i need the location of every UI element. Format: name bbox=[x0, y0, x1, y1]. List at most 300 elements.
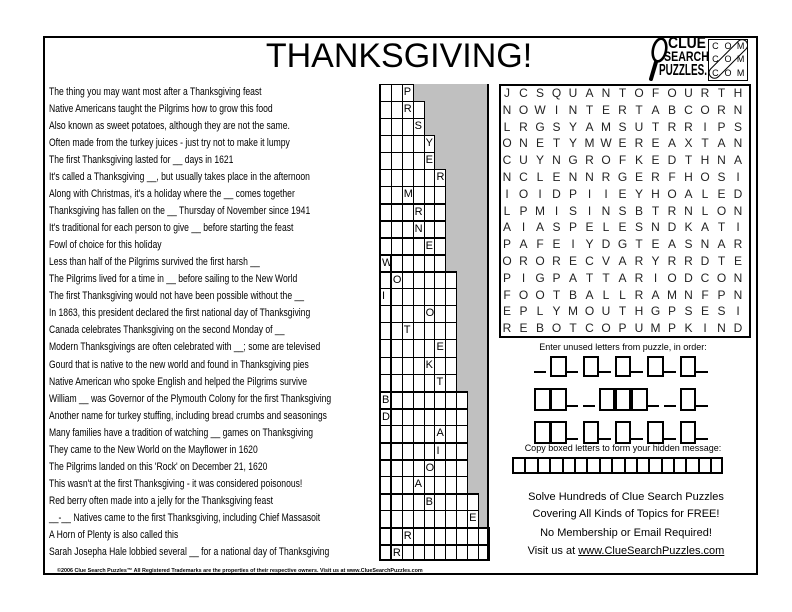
hidden-message-box[interactable] bbox=[599, 457, 611, 474]
word-search-letter[interactable]: Y bbox=[585, 237, 594, 252]
word-search-letter[interactable]: R bbox=[585, 153, 594, 168]
answer-cell[interactable] bbox=[435, 186, 446, 203]
word-search-letter[interactable]: N bbox=[717, 321, 726, 336]
answer-cell[interactable] bbox=[457, 493, 468, 510]
hidden-message-box[interactable] bbox=[574, 457, 586, 474]
word-search-letter[interactable]: T bbox=[651, 203, 660, 218]
answer-cell[interactable]: R bbox=[403, 101, 414, 118]
word-search-letter[interactable]: G bbox=[568, 153, 578, 168]
hidden-message-box[interactable] bbox=[661, 457, 673, 474]
word-search-letter[interactable]: E bbox=[618, 136, 627, 151]
answer-cell[interactable]: D bbox=[381, 408, 392, 425]
word-search-letter[interactable]: P bbox=[717, 119, 726, 134]
answer-cell[interactable] bbox=[446, 357, 457, 374]
word-search-letter[interactable]: E bbox=[717, 186, 726, 201]
word-search-letter[interactable]: R bbox=[601, 169, 611, 184]
word-search-letter[interactable]: O bbox=[716, 270, 727, 285]
answer-cell[interactable] bbox=[392, 322, 403, 339]
word-search-letter[interactable]: T bbox=[602, 270, 610, 285]
answer-cell[interactable] bbox=[457, 442, 468, 459]
answer-cell[interactable] bbox=[414, 339, 425, 356]
answer-cell[interactable] bbox=[392, 203, 403, 220]
word-search-letter[interactable]: G bbox=[535, 119, 545, 134]
word-search-letter[interactable]: N bbox=[601, 86, 611, 100]
answer-cell[interactable] bbox=[392, 374, 403, 391]
answer-cell[interactable] bbox=[392, 442, 403, 459]
answer-cell[interactable] bbox=[381, 493, 392, 510]
answer-cell[interactable]: N bbox=[414, 220, 425, 237]
word-search-letter[interactable]: I bbox=[653, 270, 658, 285]
word-search-letter[interactable]: O bbox=[584, 304, 595, 319]
word-search-letter[interactable]: T bbox=[701, 136, 709, 151]
answer-cell[interactable] bbox=[425, 476, 436, 493]
word-search-letter[interactable]: R bbox=[502, 321, 512, 336]
answer-cell[interactable] bbox=[403, 118, 414, 135]
word-search-letter[interactable]: N bbox=[651, 220, 660, 235]
answer-cell[interactable]: M bbox=[403, 186, 414, 203]
word-search-letter[interactable]: A bbox=[717, 237, 726, 252]
word-search-letter[interactable]: U bbox=[684, 86, 693, 100]
answer-cell[interactable] bbox=[414, 544, 425, 561]
word-search-letter[interactable]: D bbox=[552, 186, 561, 201]
answer-cell[interactable] bbox=[392, 459, 403, 476]
answer-cell[interactable] bbox=[435, 305, 446, 322]
word-search-letter[interactable]: B bbox=[667, 102, 676, 117]
answer-cell[interactable] bbox=[392, 254, 403, 271]
answer-cell[interactable] bbox=[435, 493, 446, 510]
answer-cell[interactable]: R bbox=[392, 544, 403, 561]
word-search-letter[interactable]: G bbox=[535, 270, 545, 285]
word-search-letter[interactable]: E bbox=[601, 102, 610, 117]
answer-cell[interactable] bbox=[446, 493, 457, 510]
word-search-letter[interactable]: A bbox=[700, 220, 709, 235]
answer-cell[interactable] bbox=[392, 527, 403, 544]
word-search-letter[interactable]: I bbox=[521, 270, 526, 285]
word-search-letter[interactable]: U bbox=[568, 86, 578, 100]
word-search-letter[interactable]: R bbox=[634, 287, 644, 302]
word-search-letter[interactable]: E bbox=[651, 153, 660, 168]
word-search-letter[interactable]: M bbox=[650, 321, 661, 336]
word-search-letter[interactable]: H bbox=[634, 304, 644, 319]
word-search-letter[interactable]: N bbox=[684, 203, 693, 218]
answer-cell[interactable] bbox=[403, 271, 414, 288]
answer-cell[interactable] bbox=[381, 527, 392, 544]
word-search-letter[interactable]: K bbox=[684, 220, 693, 235]
word-search-letter[interactable]: V bbox=[601, 253, 610, 268]
word-search-letter[interactable]: E bbox=[700, 304, 709, 319]
word-search-letter[interactable]: S bbox=[535, 86, 544, 100]
word-search-letter[interactable]: N bbox=[700, 237, 710, 252]
word-search-letter[interactable]: R bbox=[684, 253, 693, 268]
word-search-letter[interactable]: N bbox=[568, 169, 578, 184]
word-search-letter[interactable]: M bbox=[601, 119, 611, 134]
answer-cell[interactable] bbox=[425, 220, 436, 237]
hidden-message-box[interactable] bbox=[562, 457, 574, 474]
answer-cell[interactable] bbox=[414, 135, 425, 152]
word-search-letter[interactable]: A bbox=[618, 270, 627, 285]
answer-cell[interactable] bbox=[468, 493, 479, 510]
word-search-letter[interactable]: G bbox=[617, 169, 628, 184]
hidden-message-box[interactable] bbox=[549, 457, 561, 474]
word-search-letter[interactable]: T bbox=[717, 253, 726, 268]
letter-box[interactable] bbox=[613, 388, 629, 407]
answer-cell[interactable]: P bbox=[403, 84, 414, 101]
answer-cell[interactable] bbox=[425, 186, 436, 203]
letter-box[interactable] bbox=[532, 421, 548, 440]
answer-cell[interactable] bbox=[468, 544, 479, 561]
answer-cell[interactable] bbox=[403, 135, 414, 152]
answer-cell[interactable] bbox=[425, 527, 436, 544]
answer-cell[interactable] bbox=[392, 510, 403, 527]
word-search-letter[interactable]: M bbox=[568, 304, 578, 319]
word-search-letter[interactable]: B bbox=[535, 321, 544, 336]
word-search-letter[interactable]: S bbox=[733, 119, 742, 134]
answer-cell[interactable] bbox=[425, 254, 436, 271]
word-search-letter[interactable]: S bbox=[684, 304, 693, 319]
word-search-letter[interactable]: O bbox=[518, 102, 529, 117]
word-search-letter[interactable]: A bbox=[667, 237, 676, 252]
answer-cell[interactable] bbox=[446, 510, 457, 527]
hidden-message-box[interactable] bbox=[512, 457, 524, 474]
answer-cell[interactable] bbox=[403, 442, 414, 459]
letter-box[interactable] bbox=[678, 356, 694, 373]
answer-cell[interactable] bbox=[381, 152, 392, 169]
letter-box[interactable] bbox=[581, 356, 597, 373]
answer-cell[interactable] bbox=[435, 271, 446, 288]
answer-cell[interactable] bbox=[414, 493, 425, 510]
answer-cell[interactable] bbox=[446, 425, 457, 442]
word-search-letter[interactable]: R bbox=[667, 119, 677, 134]
word-search-letter[interactable]: S bbox=[618, 119, 627, 134]
letter-box[interactable] bbox=[613, 356, 629, 373]
word-search-letter[interactable]: R bbox=[519, 253, 528, 268]
answer-cell[interactable] bbox=[381, 374, 392, 391]
word-search-letter[interactable]: P bbox=[552, 270, 561, 285]
word-search-letter[interactable]: A bbox=[568, 270, 577, 285]
answer-cell[interactable]: E bbox=[435, 339, 446, 356]
word-search-letter[interactable]: E bbox=[651, 237, 660, 252]
answer-cell[interactable] bbox=[457, 459, 468, 476]
answer-cell[interactable] bbox=[403, 203, 414, 220]
answer-cell[interactable] bbox=[381, 357, 392, 374]
answer-cell[interactable] bbox=[446, 544, 457, 561]
answer-cell[interactable] bbox=[381, 271, 392, 288]
letter-box[interactable] bbox=[532, 388, 548, 407]
answer-cell[interactable]: B bbox=[425, 493, 436, 510]
word-search-letter[interactable]: R bbox=[684, 119, 693, 134]
word-search-letter[interactable]: S bbox=[684, 237, 693, 252]
answer-cell[interactable] bbox=[425, 391, 436, 408]
word-search-letter[interactable]: T bbox=[618, 304, 627, 319]
word-search-letter[interactable]: E bbox=[618, 186, 627, 201]
answer-cell[interactable] bbox=[457, 425, 468, 442]
word-search-letter[interactable]: E bbox=[568, 253, 577, 268]
word-search-letter[interactable]: I bbox=[703, 321, 707, 336]
word-search-letter[interactable]: E bbox=[618, 220, 627, 235]
answer-cell[interactable] bbox=[435, 254, 446, 271]
hidden-message-box[interactable] bbox=[673, 457, 685, 474]
word-search-letter[interactable]: N bbox=[568, 102, 578, 117]
word-search-letter[interactable]: S bbox=[717, 304, 726, 319]
answer-cell[interactable]: S bbox=[414, 118, 425, 135]
word-search-letter[interactable]: P bbox=[502, 237, 511, 252]
answer-cell[interactable] bbox=[403, 169, 414, 186]
answer-cell[interactable] bbox=[403, 357, 414, 374]
word-search-letter[interactable]: S bbox=[568, 203, 577, 218]
answer-cell[interactable] bbox=[425, 510, 436, 527]
word-search-letter[interactable]: O bbox=[667, 186, 677, 201]
answer-cell[interactable]: A bbox=[414, 476, 425, 493]
answer-cell[interactable] bbox=[457, 527, 468, 544]
word-search-letter[interactable]: E bbox=[552, 237, 561, 252]
answer-cell[interactable] bbox=[446, 476, 457, 493]
answer-cell[interactable] bbox=[381, 425, 392, 442]
answer-cell[interactable] bbox=[403, 305, 414, 322]
word-search-letter[interactable]: O bbox=[601, 321, 611, 336]
word-search-letter[interactable]: I bbox=[505, 186, 509, 201]
word-search-letter[interactable]: Y bbox=[535, 153, 544, 168]
answer-cell[interactable] bbox=[435, 203, 446, 220]
answer-cell[interactable] bbox=[414, 288, 425, 305]
word-search-letter[interactable]: K bbox=[634, 153, 643, 168]
word-search-letter[interactable]: S bbox=[618, 203, 627, 218]
answer-cell[interactable]: R bbox=[414, 203, 425, 220]
word-search-letter[interactable]: P bbox=[667, 304, 676, 319]
word-search-letter[interactable]: T bbox=[569, 321, 577, 336]
answer-cell[interactable] bbox=[414, 152, 425, 169]
word-search-letter[interactable]: O bbox=[502, 253, 512, 268]
word-search-letter[interactable]: P bbox=[502, 270, 511, 285]
answer-cell[interactable] bbox=[425, 425, 436, 442]
word-search-letter[interactable]: N bbox=[733, 203, 743, 218]
word-search-letter[interactable]: R bbox=[717, 102, 726, 117]
word-search-letter[interactable]: N bbox=[684, 287, 693, 302]
answer-cell[interactable] bbox=[425, 271, 436, 288]
word-search-letter[interactable]: D bbox=[700, 253, 710, 268]
answer-cell[interactable] bbox=[446, 442, 457, 459]
letter-box[interactable] bbox=[629, 388, 645, 407]
word-search-letter[interactable]: P bbox=[568, 186, 577, 201]
word-search-letter[interactable]: C bbox=[502, 153, 512, 168]
word-search-letter[interactable]: R bbox=[700, 86, 710, 100]
answer-cell[interactable] bbox=[457, 544, 468, 561]
word-search-letter[interactable]: A bbox=[585, 119, 594, 134]
answer-cell[interactable] bbox=[435, 544, 446, 561]
answer-cell[interactable] bbox=[392, 305, 403, 322]
word-search-letter[interactable]: L bbox=[701, 186, 709, 201]
answer-cell[interactable] bbox=[403, 339, 414, 356]
answer-cell[interactable] bbox=[392, 152, 403, 169]
word-search-letter[interactable]: R bbox=[667, 203, 677, 218]
word-search-letter[interactable]: K bbox=[684, 321, 693, 336]
word-search-letter[interactable]: R bbox=[634, 270, 644, 285]
answer-cell[interactable] bbox=[381, 169, 392, 186]
answer-cell[interactable] bbox=[435, 391, 446, 408]
answer-cell[interactable] bbox=[403, 220, 414, 237]
answer-cell[interactable] bbox=[435, 322, 446, 339]
answer-cell[interactable] bbox=[381, 322, 392, 339]
answer-cell[interactable] bbox=[414, 408, 425, 425]
word-search-letter[interactable]: T bbox=[552, 136, 561, 151]
letter-box[interactable] bbox=[678, 388, 694, 407]
answer-cell[interactable] bbox=[403, 425, 414, 442]
answer-cell[interactable] bbox=[403, 391, 414, 408]
answer-cell[interactable] bbox=[392, 84, 403, 101]
word-search-letter[interactable]: O bbox=[535, 253, 545, 268]
word-search-letter[interactable]: I bbox=[736, 304, 740, 319]
answer-cell[interactable] bbox=[435, 288, 446, 305]
word-search-letter[interactable]: T bbox=[717, 86, 726, 100]
word-search-letter[interactable]: R bbox=[618, 102, 627, 117]
word-search-letter[interactable]: O bbox=[700, 169, 710, 184]
word-search-letter[interactable]: L bbox=[602, 220, 610, 235]
word-search-letter[interactable]: L bbox=[619, 287, 626, 302]
answer-cell[interactable] bbox=[457, 476, 468, 493]
answer-cell[interactable] bbox=[392, 408, 403, 425]
word-search-letter[interactable]: R bbox=[651, 169, 660, 184]
answer-cell[interactable] bbox=[425, 288, 436, 305]
word-search-letter[interactable]: A bbox=[502, 220, 511, 235]
answer-cell[interactable] bbox=[414, 357, 425, 374]
answer-cell[interactable] bbox=[392, 237, 403, 254]
answer-cell[interactable] bbox=[392, 288, 403, 305]
word-search-letter[interactable]: I bbox=[554, 203, 559, 218]
word-search-letter[interactable]: N bbox=[717, 153, 726, 168]
answer-cell[interactable] bbox=[457, 408, 468, 425]
answer-cell[interactable]: B bbox=[381, 391, 392, 408]
word-search-letter[interactable]: F bbox=[651, 86, 660, 100]
word-search-letter[interactable]: T bbox=[684, 153, 693, 168]
answer-cell[interactable] bbox=[381, 220, 392, 237]
answer-cell[interactable] bbox=[381, 237, 392, 254]
word-search-letter[interactable]: I bbox=[736, 220, 740, 235]
answer-cell[interactable] bbox=[414, 527, 425, 544]
answer-cell[interactable] bbox=[381, 339, 392, 356]
answer-cell[interactable] bbox=[446, 271, 457, 288]
word-search-letter[interactable]: N bbox=[733, 287, 743, 302]
answer-cell[interactable] bbox=[425, 322, 436, 339]
word-search-letter[interactable]: J bbox=[504, 86, 510, 100]
answer-cell[interactable] bbox=[414, 374, 425, 391]
answer-cell[interactable] bbox=[425, 408, 436, 425]
answer-cell[interactable] bbox=[403, 476, 414, 493]
word-search-letter[interactable]: E bbox=[733, 253, 742, 268]
word-search-letter[interactable]: W bbox=[534, 102, 546, 117]
answer-cell[interactable] bbox=[403, 237, 414, 254]
answer-cell[interactable] bbox=[403, 408, 414, 425]
answer-cell[interactable] bbox=[435, 220, 446, 237]
hidden-message-box[interactable] bbox=[685, 457, 697, 474]
word-search-letter[interactable]: R bbox=[667, 253, 677, 268]
answer-cell[interactable] bbox=[392, 357, 403, 374]
answer-cell[interactable] bbox=[392, 169, 403, 186]
word-search-letter[interactable]: F bbox=[503, 287, 511, 302]
word-search-letter[interactable]: A bbox=[519, 237, 528, 252]
letter-box[interactable] bbox=[613, 421, 629, 440]
word-search-letter[interactable]: L bbox=[536, 304, 544, 319]
word-search-letter[interactable]: B bbox=[634, 203, 643, 218]
answer-cell[interactable] bbox=[381, 101, 392, 118]
word-search-letter[interactable]: Y bbox=[568, 136, 577, 151]
letter-box[interactable] bbox=[678, 421, 694, 440]
word-search-letter[interactable]: T bbox=[618, 86, 627, 100]
word-search-letter[interactable]: C bbox=[519, 86, 528, 100]
word-search-letter[interactable]: N bbox=[502, 169, 512, 184]
word-search-letter[interactable]: H bbox=[651, 186, 660, 201]
word-search-letter[interactable]: R bbox=[634, 253, 644, 268]
answer-cell[interactable] bbox=[425, 339, 436, 356]
word-search-letter[interactable]: N bbox=[519, 136, 528, 151]
answer-cell[interactable] bbox=[446, 527, 457, 544]
answer-cell[interactable] bbox=[403, 493, 414, 510]
word-search-letter[interactable]: U bbox=[634, 119, 644, 134]
hidden-message-box[interactable] bbox=[586, 457, 598, 474]
word-search-letter[interactable]: I bbox=[604, 186, 608, 201]
answer-cell[interactable] bbox=[446, 322, 457, 339]
answer-cell[interactable]: T bbox=[435, 374, 446, 391]
word-search-letter[interactable]: R bbox=[552, 253, 561, 268]
answer-cell[interactable] bbox=[414, 459, 425, 476]
hidden-message-box[interactable] bbox=[648, 457, 660, 474]
answer-cell[interactable] bbox=[392, 425, 403, 442]
answer-cell[interactable] bbox=[425, 203, 436, 220]
word-search-letter[interactable]: O bbox=[716, 203, 727, 218]
word-search-letter[interactable]: Y bbox=[552, 304, 561, 319]
word-search-letter[interactable]: C bbox=[519, 169, 528, 184]
word-search-letter[interactable]: A bbox=[585, 86, 594, 100]
answer-cell[interactable] bbox=[403, 544, 414, 561]
word-search-letter[interactable]: N bbox=[502, 102, 512, 117]
hidden-message-box[interactable] bbox=[611, 457, 623, 474]
word-search-letter[interactable]: G bbox=[650, 304, 661, 319]
answer-cell[interactable]: O bbox=[425, 305, 436, 322]
answer-cell[interactable] bbox=[403, 510, 414, 527]
word-search-letter[interactable]: I bbox=[587, 203, 592, 218]
word-search-letter[interactable]: A bbox=[618, 253, 627, 268]
answer-cell[interactable] bbox=[381, 510, 392, 527]
answer-cell[interactable] bbox=[403, 459, 414, 476]
answer-cell[interactable]: O bbox=[392, 271, 403, 288]
letter-box[interactable] bbox=[548, 421, 564, 440]
answer-cell[interactable] bbox=[414, 322, 425, 339]
answer-cell[interactable] bbox=[414, 254, 425, 271]
answer-cell[interactable] bbox=[468, 527, 479, 544]
website-link[interactable]: www.ClueSearchPuzzles.com bbox=[578, 545, 725, 557]
answer-cell[interactable] bbox=[414, 186, 425, 203]
word-search-letter[interactable]: X bbox=[684, 136, 693, 151]
answer-cell[interactable] bbox=[435, 408, 446, 425]
word-search-letter[interactable]: P bbox=[568, 220, 577, 235]
hidden-message-box[interactable] bbox=[524, 457, 536, 474]
word-search-letter[interactable]: O bbox=[551, 321, 562, 336]
answer-cell[interactable] bbox=[392, 118, 403, 135]
word-search-letter[interactable]: I bbox=[538, 186, 542, 201]
answer-cell[interactable] bbox=[446, 391, 457, 408]
answer-cell[interactable] bbox=[403, 152, 414, 169]
word-search-letter[interactable]: A bbox=[651, 102, 660, 117]
letter-box[interactable] bbox=[645, 421, 661, 440]
answer-cell[interactable] bbox=[392, 476, 403, 493]
answer-cell[interactable]: I bbox=[381, 288, 392, 305]
hidden-message-box[interactable] bbox=[537, 457, 549, 474]
word-search-letter[interactable]: T bbox=[651, 119, 660, 134]
word-search-letter[interactable]: R bbox=[733, 237, 743, 252]
word-search-letter[interactable]: O bbox=[518, 287, 529, 302]
answer-cell[interactable] bbox=[457, 391, 468, 408]
hidden-message-box[interactable] bbox=[698, 457, 710, 474]
answer-cell[interactable] bbox=[425, 442, 436, 459]
answer-cell[interactable] bbox=[414, 237, 425, 254]
